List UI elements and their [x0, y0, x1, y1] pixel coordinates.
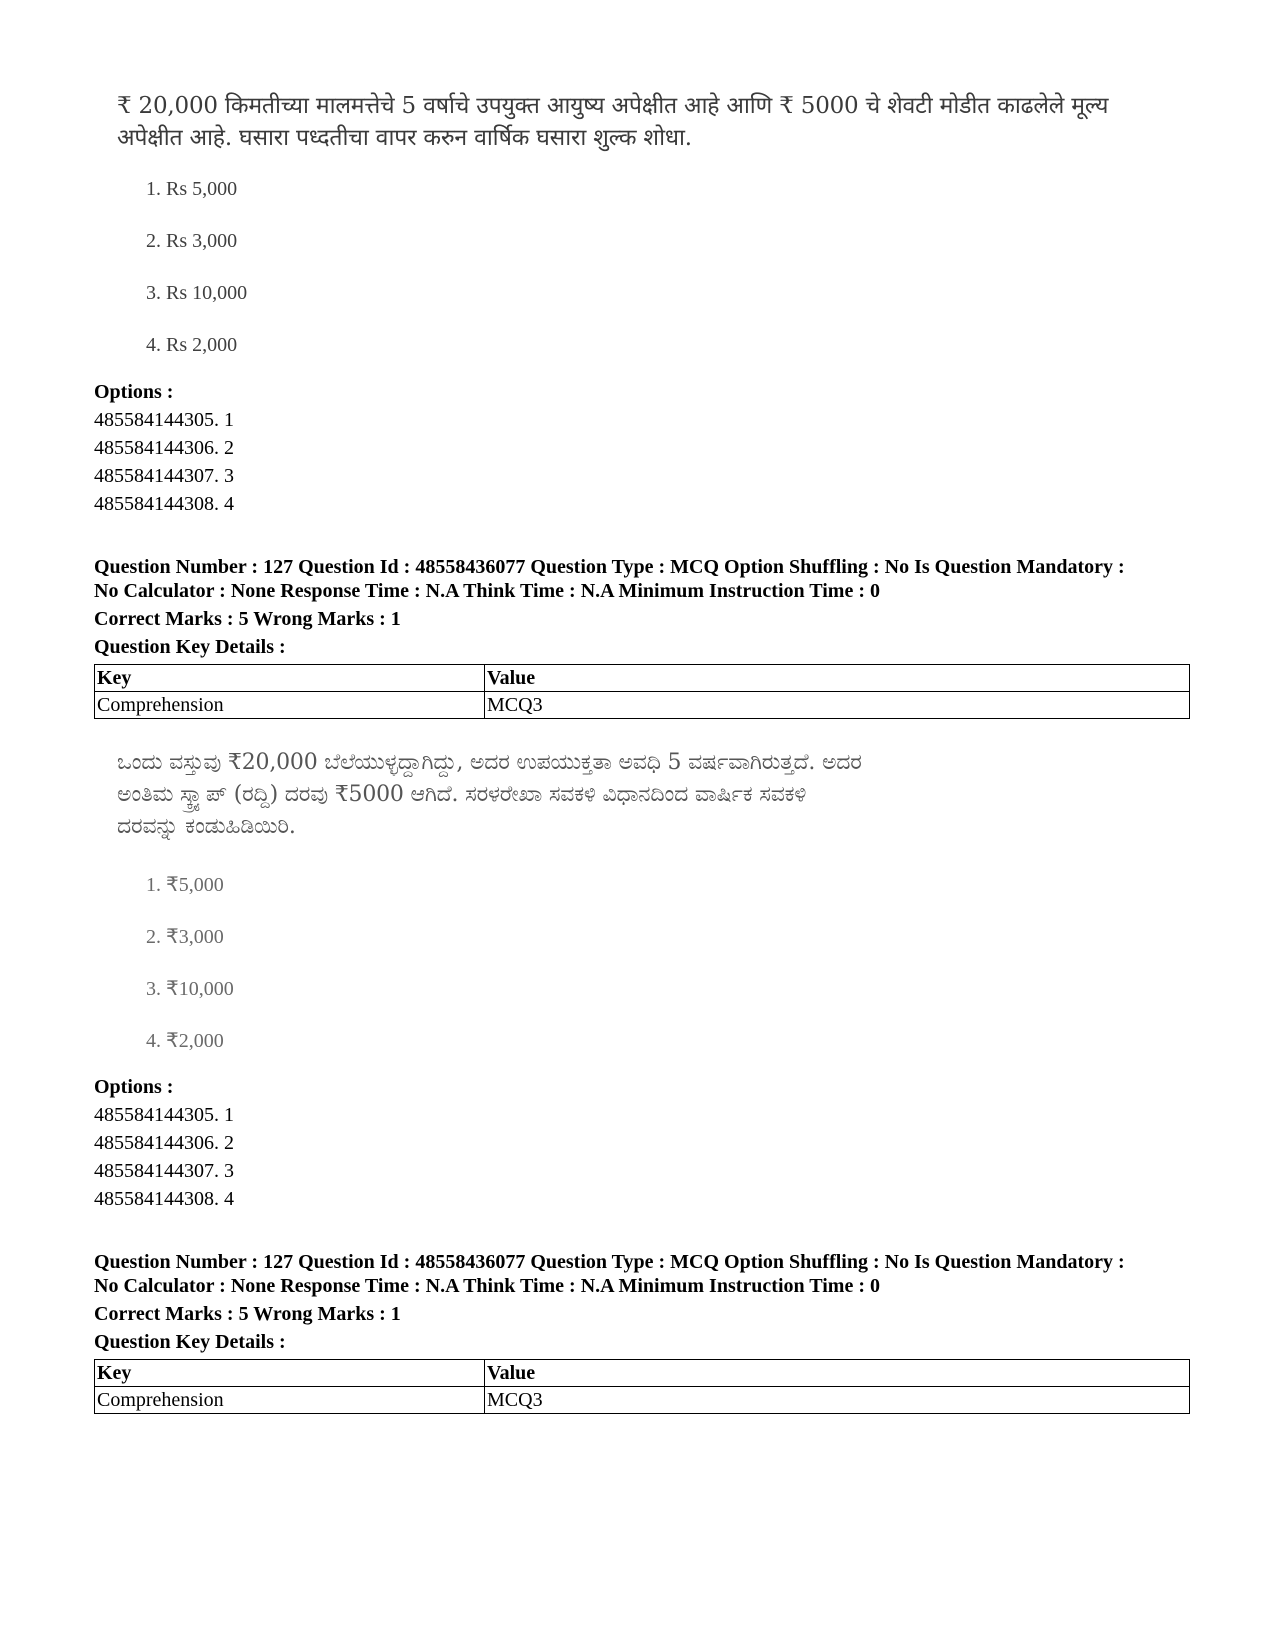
choice-item: 1. ₹5,000	[146, 874, 224, 896]
table-header-row	[95, 1360, 1190, 1387]
table-row	[95, 692, 1190, 719]
table-header-key: Key	[95, 1360, 485, 1387]
choice-item: 3. Rs 10,000	[146, 282, 248, 304]
options-label: Options :	[94, 1076, 174, 1098]
choice-item: 3. ₹10,000	[146, 978, 234, 1000]
table-cell-value: MCQ3	[485, 692, 1190, 719]
options-label: Options :	[94, 381, 174, 403]
table-cell-key: Comprehension	[95, 692, 485, 719]
question-text-line: ಅಂತಿಮ ಸ್ಕ್ರ್ಯಾಪ್ (ರದ್ದಿ) ದರವು ₹5000 ಆಗಿದೆ. ಸರಳರೇಖಾ ಸವಕಳಿ ವಿಧಾನದಿಂದ ವಾರ್ಷಿಕ ಸವಕಳಿ	[117, 782, 807, 807]
option-id: 485584144308. 4	[94, 1188, 234, 1210]
question-meta-line: No Calculator : None Response Time : N.A Think Time : N.A Minimum Instruction Time : 0	[94, 580, 880, 602]
question-meta-line: Question Number : 127 Question Id : 48558436077 Question Type : MCQ Option Shuffling : No Is Question Mandatory :	[94, 1251, 1125, 1273]
choice-item: 1. Rs 5,000	[146, 178, 238, 200]
marks-line: Correct Marks : 5 Wrong Marks : 1	[94, 1303, 401, 1325]
table-header-row	[95, 665, 1190, 692]
choice-item: 4. Rs 2,000	[146, 334, 238, 356]
choice-item: 2. ₹3,000	[146, 926, 224, 948]
key-details-table	[94, 1359, 1190, 1414]
table-cell-value: MCQ3	[485, 1387, 1190, 1414]
key-details-label: Question Key Details :	[94, 636, 286, 658]
table-header-value: Value	[485, 1360, 1190, 1387]
table-header-key: Key	[95, 665, 485, 692]
option-id: 485584144306. 2	[94, 437, 234, 459]
key-details-label: Question Key Details :	[94, 1331, 286, 1353]
table-cell-key: Comprehension	[95, 1387, 485, 1414]
question-meta-line: Question Number : 127 Question Id : 48558436077 Question Type : MCQ Option Shuffling : No Is Question Mandatory :	[94, 556, 1125, 578]
question-text-line: ಒಂದು ವಸ್ತುವು ₹20,000 ಬೆಲೆಯುಳ್ಳದ್ದಾಗಿದ್ದು, ಅದರ ಉಪಯುಕ್ತತಾ ಅವಧಿ 5 ವರ್ಷವಾಗಿರುತ್ತದೆ. ಅದರ	[117, 750, 862, 775]
option-id: 485584144307. 3	[94, 1160, 234, 1182]
choice-item: 4. ₹2,000	[146, 1030, 224, 1052]
question-text-line: अपेक्षीत आहे. घसारा पध्दतीचा वापर करुन वार्षिक घसारा शुल्क शोधा.	[117, 125, 692, 151]
question-text-line: ₹ 20,000 किमतीच्या मालमत्तेचे 5 वर्षाचे उपयुक्त आयुष्य अपेक्षीत आहे आणि ₹ 5000 चे शेवटी मोडीत काढलेले मूल्य	[117, 93, 1109, 119]
option-id: 485584144305. 1	[94, 1104, 234, 1126]
choice-item: 2. Rs 3,000	[146, 230, 238, 252]
option-id: 485584144307. 3	[94, 465, 234, 487]
table-row	[95, 1387, 1190, 1414]
table-header-value: Value	[485, 665, 1190, 692]
key-details-table	[94, 664, 1190, 719]
option-id: 485584144305. 1	[94, 409, 234, 431]
question-meta-line: No Calculator : None Response Time : N.A Think Time : N.A Minimum Instruction Time : 0	[94, 1275, 880, 1297]
question-text-line: ದರವನ್ನು ಕಂಡುಹಿಡಿಯಿರಿ.	[117, 814, 296, 839]
marks-line: Correct Marks : 5 Wrong Marks : 1	[94, 608, 401, 630]
option-id: 485584144306. 2	[94, 1132, 234, 1154]
option-id: 485584144308. 4	[94, 493, 234, 515]
